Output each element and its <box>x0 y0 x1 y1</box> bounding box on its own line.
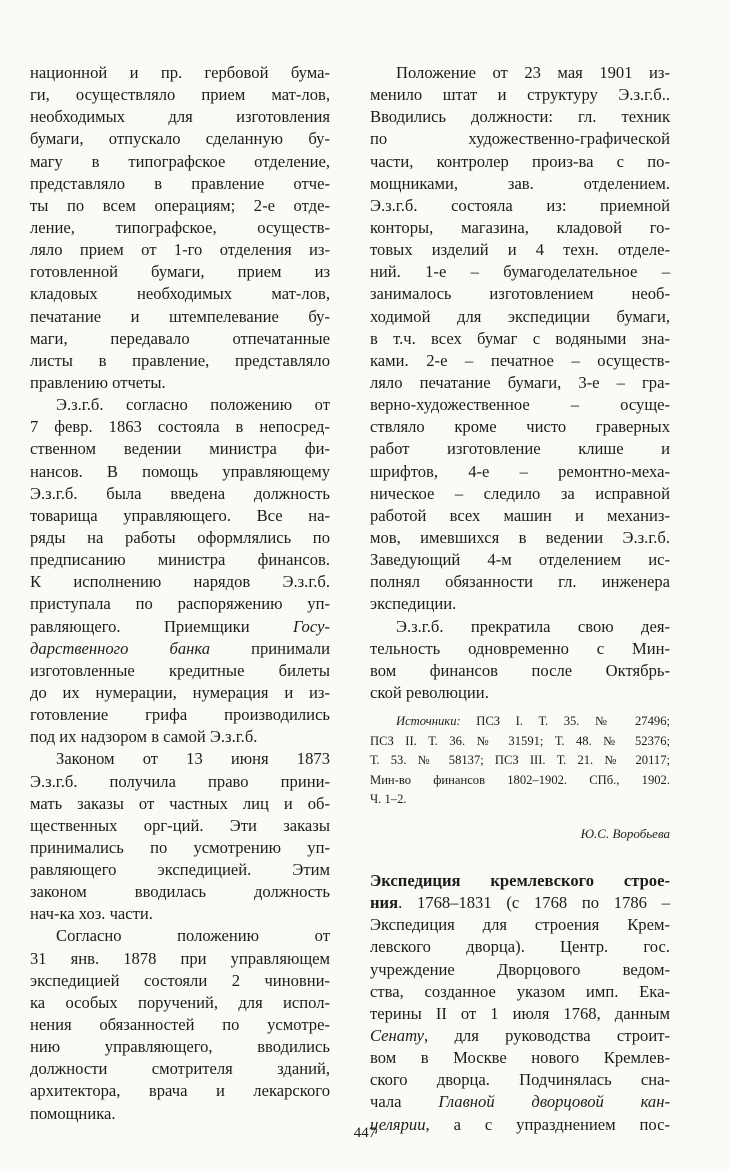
text-line: учреждение Дворцового ведом- <box>370 959 670 979</box>
sources-line: Ч. 1–2. <box>370 792 407 807</box>
text-line: до их нумерации, нумерация и из- <box>30 682 330 702</box>
text-line: Э.з.г.б. была введена должность <box>30 483 330 503</box>
text-line: нения обязанностей по усмотре- <box>30 1015 330 1035</box>
text-line: в т.ч. всех бумаг с водяными зна- <box>370 328 670 348</box>
text-line: Вводились должности: гл. техник <box>370 107 670 127</box>
entry-block <box>370 870 670 1136</box>
text-line: кладовых необходимых мат-лов, <box>30 284 330 304</box>
text-line: по художественно-графической <box>370 129 670 149</box>
entry-heading: ния <box>370 893 399 913</box>
text-line: ками. 2-е – печатное – осуществ- <box>370 350 670 370</box>
text-line: архитектора, врача и лекарского <box>30 1081 330 1101</box>
text-line: терины II от 1 июля 1768, данным <box>370 1003 670 1023</box>
text-line: маги, передавало отпечатанные <box>30 328 330 348</box>
text-line: ническое – следило за исправной <box>370 483 670 503</box>
reference-link[interactable]: дарственного банка <box>30 638 211 658</box>
text-line: Э.з.г.б. состояла из: приемной <box>370 195 670 215</box>
text-line: приступала по распоряжению уп- <box>30 594 330 614</box>
text-line: ты по всем операциям; 2-е отде- <box>30 195 330 215</box>
text-line: ства, созданное указом имп. Ека- <box>370 981 670 1001</box>
text-line: помощника. <box>30 1103 116 1123</box>
text-run: ПСЗ I. Т. 35. № 27496; <box>460 714 670 729</box>
text-line: листы в правление, представляло <box>30 350 330 370</box>
text-line: ского дворца. Подчинялась сна- <box>370 1070 670 1090</box>
sources-label: Источники: <box>396 714 461 729</box>
spacer <box>370 704 670 712</box>
text-line: Согласно положению от <box>56 926 330 946</box>
text-line: ление, типографское, осуществ- <box>30 217 330 237</box>
text-line: ний. 1-е – бумагоделательное – <box>370 262 670 282</box>
text-line: печатание и штемпелевание бу- <box>30 306 330 326</box>
spacer <box>370 810 670 824</box>
reference-link[interactable]: Сенату <box>370 1026 425 1046</box>
text-line: ги, осуществляло прием мат-лов, <box>30 85 330 105</box>
text-line: менило штат и структуру Э.з.г.б.. <box>370 85 670 105</box>
text-line: шрифтов, 4-е – ремонтно-меха- <box>370 461 670 481</box>
text-line: тельность одновременно с Мин- <box>370 638 670 658</box>
text-line: левского дворца). Центр. гос. <box>370 937 670 957</box>
entry-heading: Экспедиция кремлевского строе- <box>370 871 670 891</box>
spacer <box>370 844 670 870</box>
text-line: части, контролер произ-ва с по- <box>370 151 670 171</box>
text-line: Экспедиция для строения Крем- <box>370 915 670 935</box>
text-line: готовленной бумаги, прием из <box>30 262 330 282</box>
text-line <box>30 638 330 660</box>
text-line: нию управляющего, вводились <box>30 1037 330 1057</box>
text-line: вом финансов после Октябрь- <box>370 660 670 680</box>
text-line: представляло в правление отче- <box>30 173 330 193</box>
text-line: правлению отчеты. <box>30 372 166 392</box>
text-run: принимали <box>210 638 331 658</box>
page-number: 447 <box>353 1125 377 1141</box>
text-run: . 1768–1831 (с 1768 по 1786 – <box>398 893 670 913</box>
text-line: полнял обязанности гл. инженера <box>370 572 670 592</box>
text-line: щественных орг-ций. Эти заказы <box>30 815 330 835</box>
text-line: изготовленные кредитные билеты <box>30 660 330 680</box>
left-column <box>30 62 330 1125</box>
text-line: работ изготовление клише и <box>370 439 670 459</box>
text-line: законом вводилась должность <box>30 882 330 902</box>
reference-link[interactable]: Главной дворцовой кан- <box>438 1092 670 1112</box>
text-line: К исполнению нарядов Э.з.г.б. <box>30 572 330 592</box>
text-line <box>370 1025 670 1047</box>
text-line: ской революции. <box>370 682 489 702</box>
text-line: готовление грифа производились <box>30 705 330 725</box>
text-line: Э.з.г.б. согласно положению от <box>56 395 330 415</box>
text-line: мать заказы от частных лиц и об- <box>30 793 330 813</box>
text-line: равляющего экспедицией. Этим <box>30 860 330 880</box>
reference-link[interactable]: Госу- <box>292 616 330 636</box>
text-line: занималось изготовлением необ- <box>370 284 670 304</box>
text-line: бумаги, отпускало сделанную бу- <box>30 129 330 149</box>
text-line: магу в типографское отделение, <box>30 151 330 171</box>
sources-line: Мин-во финансов 1802–1902. СПб., 1902. <box>370 772 670 787</box>
text-line: должности смотрителя зданий, <box>30 1059 330 1079</box>
text-line: ряды на работы оформлялись по <box>30 527 330 547</box>
text-line <box>30 616 330 638</box>
text-line: мощниками, зав. отделением. <box>370 173 670 193</box>
text-line: конторы, магазина, кладовой го- <box>370 217 670 237</box>
right-column <box>370 62 670 1136</box>
text-line: Законом от 13 июня 1873 <box>56 749 330 769</box>
text-line: товарища управляющего. Все на- <box>30 505 330 525</box>
text-line: предписанию министра финансов. <box>30 550 330 570</box>
text-run: равляющего. Приемщики <box>30 616 293 636</box>
text-line: национной и пр. гербовой бума- <box>30 63 330 82</box>
text-line: Э.з.г.б. прекратила свою дея- <box>396 616 670 636</box>
text-line: ляло печатание бумаги, 3-е – гра- <box>370 372 670 392</box>
author-signature: Ю.С. Воробьева <box>580 826 670 842</box>
text-line: необходимых для изготовления <box>30 107 330 127</box>
text-line: Э.з.г.б. получила право прини- <box>30 771 330 791</box>
text-line: товых изделий и 4 техн. отделе- <box>370 240 670 260</box>
sources-line <box>370 712 670 732</box>
text-line: мов, имевшихся в ведении Э.з.г.б. <box>370 527 670 547</box>
text-run: , для руководства строит- <box>424 1026 670 1046</box>
text-line: экспедицией состояли 2 чиновни- <box>30 970 330 990</box>
text-line: нач-ка хоз. части. <box>30 904 153 924</box>
text-line: Заведующий 4-м отделением ис- <box>370 550 670 570</box>
text-run: чала <box>370 1092 439 1112</box>
text-line: работой всех машин и механиз- <box>370 505 670 525</box>
text-line: ляло прием от 1-го отделения из- <box>30 240 330 260</box>
reference-link[interactable]: целярии <box>370 1114 426 1134</box>
sources-line: Т. 53. № 58137; ПСЗ III. Т. 21. № 20117; <box>370 753 670 768</box>
text-line: ственном ведении министра фи- <box>30 439 330 459</box>
text-line <box>370 1091 670 1113</box>
sources-line: ПСЗ II. Т. 36. № 31591; Т. 48. № 52376; <box>370 733 670 748</box>
sources-block <box>370 712 670 810</box>
entry-heading-line <box>370 870 670 892</box>
text-line: ка особых поручений, для испол- <box>30 992 330 1012</box>
text-line: 7 февр. 1863 состояла в непосред- <box>30 417 330 437</box>
text-line: экспедиции. <box>370 594 457 614</box>
text-line: ствляло кроме чисто граверных <box>370 417 670 437</box>
text-line <box>370 892 670 914</box>
text-line: Положение от 23 мая 1901 из- <box>396 63 670 82</box>
text-line: верно-художественное – осуще- <box>370 395 670 415</box>
text-line: ходимой для экспедиции бумаги, <box>370 306 670 326</box>
text-line: 31 янв. 1878 при управляющем <box>30 948 330 968</box>
text-line: нансов. В помощь управляющему <box>30 461 330 481</box>
text-line: вом в Москве нового Кремлев- <box>370 1048 670 1068</box>
text-line: принимались по усмотрению уп- <box>30 837 330 857</box>
text-line: под их надзором в самой Э.з.г.б. <box>30 727 258 747</box>
text-run: , а с упразднением пос- <box>425 1114 670 1134</box>
